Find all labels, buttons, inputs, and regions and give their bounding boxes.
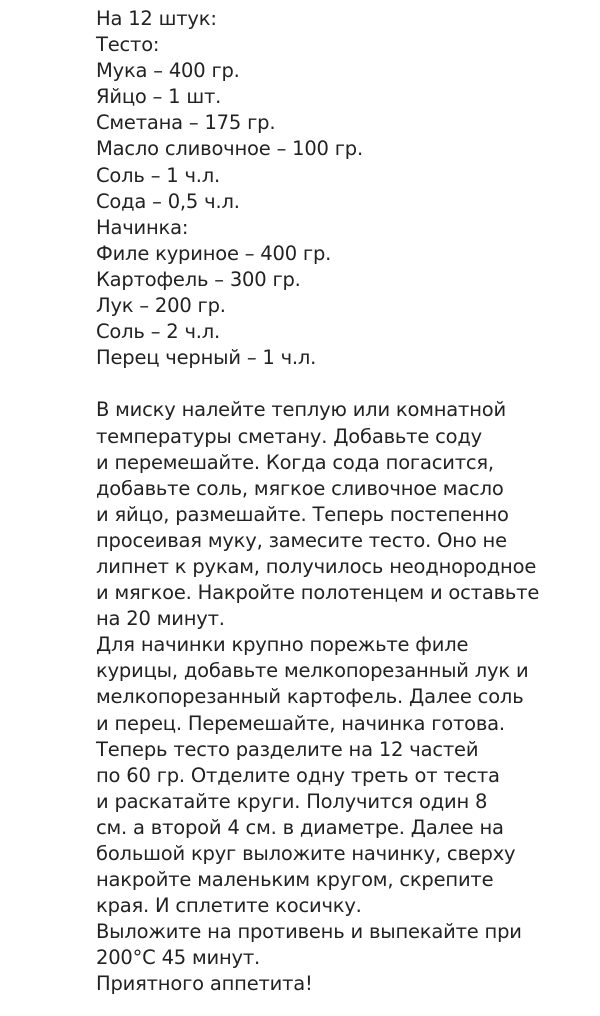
instruction-line: и мягкое. Накройте полотенцем и оставьте	[96, 581, 540, 605]
ingredient-line: Соль – 1 ч.л.	[96, 163, 221, 187]
instruction-line: и перец. Перемешайте, начинка готова.	[96, 711, 505, 735]
instructions-text	[96, 397, 591, 997]
dough-heading: Тесто:	[96, 33, 160, 57]
instruction-line: температуры сметану. Добавьте соду	[96, 424, 482, 448]
servings-line: На 12 штук:	[96, 7, 217, 30]
ingredient-line: Лук – 200 гр.	[96, 294, 226, 318]
instruction-line: и яйцо, размешайте. Теперь постепенно	[96, 502, 509, 526]
paragraph-gap	[96, 371, 591, 397]
ingredient-line: Яйцо – 1 шт.	[96, 85, 222, 109]
instruction-line: курицы, добавьте мелкопорезанный лук и	[96, 659, 529, 683]
ingredient-line: Масло сливочное – 100 гр.	[96, 137, 363, 161]
ingredient-line: Филе куриное – 400 гр.	[96, 241, 332, 265]
instruction-line: и перемешайте. Когда сода погасится,	[96, 450, 494, 474]
instruction-line: большой круг выложите начинку, сверху	[96, 842, 516, 865]
instruction-line: Для начинки крупно порежьте филе	[96, 633, 469, 657]
instruction-line: мелкопорезанный картофель. Далее соль	[96, 685, 524, 709]
instruction-line: просеивая муку, замесите тесто. Оно не	[96, 528, 507, 552]
ingredient-line: Соль – 2 ч.л.	[96, 320, 221, 344]
instruction-line: Выложите на противень и выпекайте при	[96, 920, 522, 944]
instruction-line: на 20 минут.	[96, 607, 225, 631]
instruction-line: Теперь тесто разделите на 12 частей	[96, 737, 479, 761]
instruction-line: добавьте соль, мягкое сливочное масло	[96, 476, 504, 500]
ingredient-line: Перец черный – 1 ч.л.	[96, 346, 317, 370]
ingredient-line: Картофель – 300 гр.	[96, 267, 301, 291]
ingredients-list	[96, 6, 591, 371]
ingredient-line: Сода – 0,5 ч.л.	[96, 189, 240, 213]
ingredient-line: Сметана – 175 гр.	[96, 111, 276, 135]
instruction-line: В миску налейте теплую или комнатной	[96, 398, 506, 422]
instruction-line: и раскатайте круги. Получится один 8	[96, 789, 488, 813]
filling-heading: Начинка:	[96, 215, 189, 239]
instruction-line: накройте маленьким кругом, скрепите	[96, 868, 494, 892]
instruction-line: края. И сплетите косичку.	[96, 894, 362, 918]
instruction-line: липнет к рукам, получилось неоднородное	[96, 554, 537, 578]
instruction-line: по 60 гр. Отделите одну треть от теста	[96, 763, 500, 787]
recipe-text	[96, 6, 591, 998]
instruction-line: 200°C 45 минут.	[96, 946, 261, 970]
ingredient-line: Мука – 400 гр.	[96, 59, 240, 83]
closing-line: Приятного аппетита!	[96, 972, 313, 996]
instruction-line: см. а второй 4 см. в диаметре. Далее на	[96, 815, 504, 839]
